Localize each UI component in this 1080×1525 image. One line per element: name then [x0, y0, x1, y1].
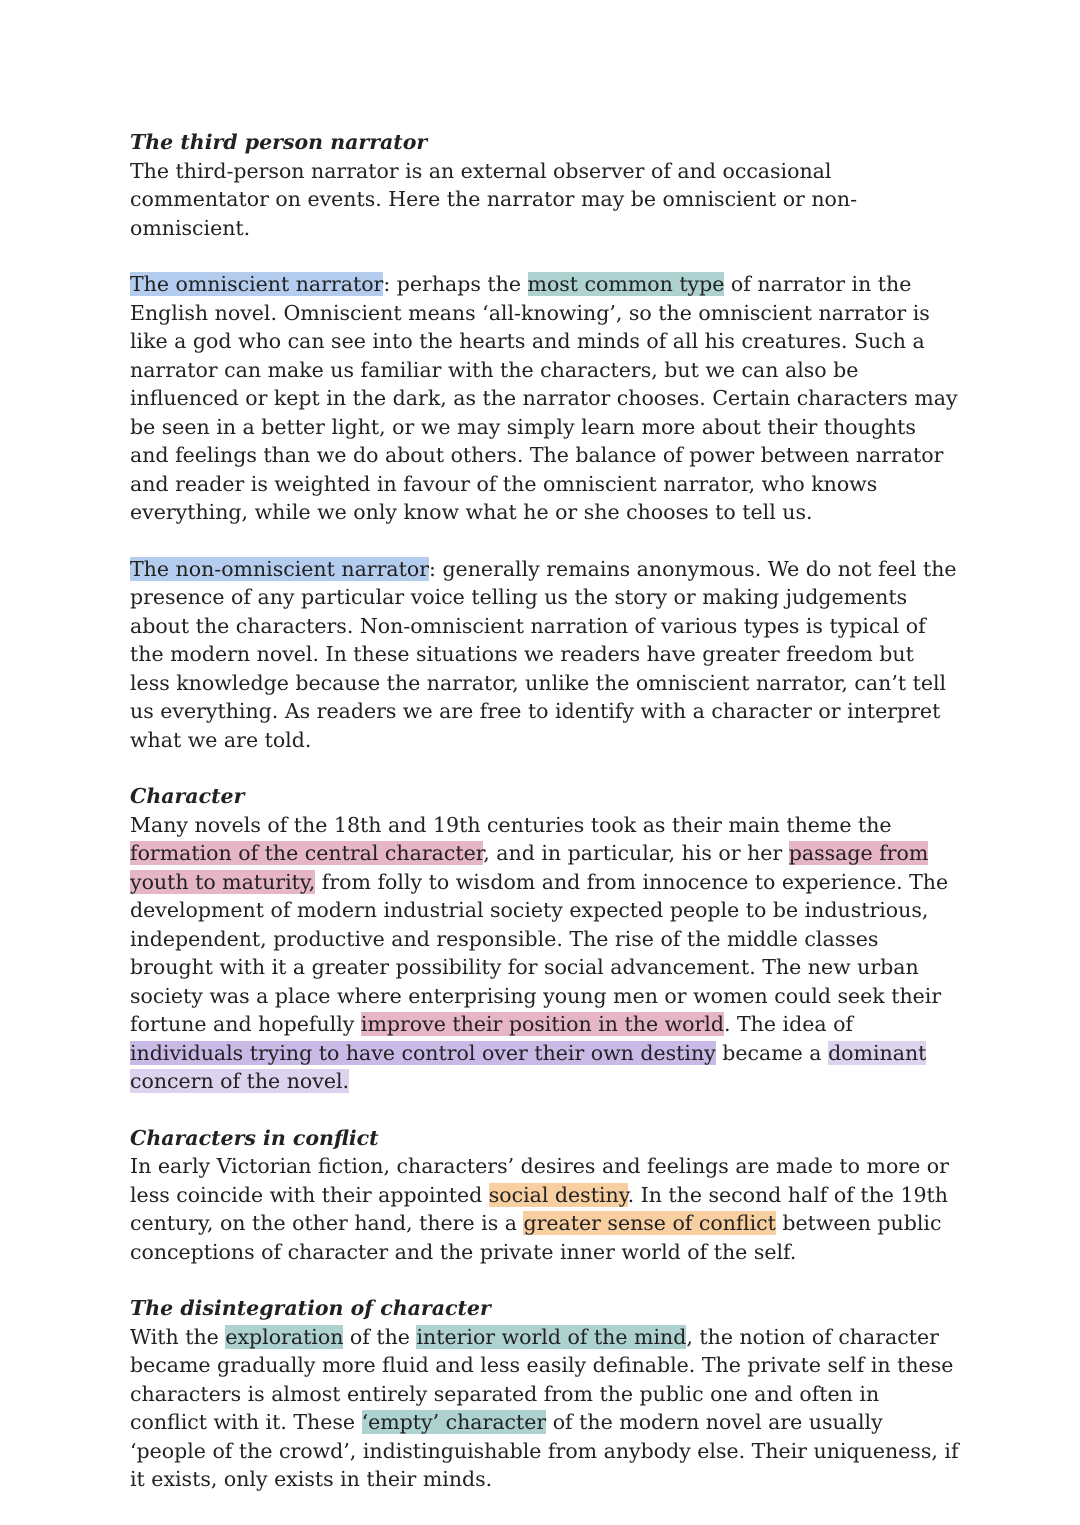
- paragraph-text: With the: [130, 1324, 226, 1349]
- paragraph-text: Many novels of the 18th and 19th centuries took as their main theme the: [130, 812, 892, 837]
- highlighted-text: most common type: [527, 272, 725, 296]
- highlighted-text: individuals trying to have control over their own destiny: [130, 1040, 716, 1065]
- highlighted-text: exploration: [225, 1324, 344, 1349]
- paragraph-text: . In the second half of the 19th century, on the other hand, there is a: [130, 1182, 948, 1235]
- highlighted-text: greater sense of conflict: [523, 1211, 776, 1235]
- section-heading: The disintegration of character: [130, 1296, 491, 1320]
- highlighted-text: improve their position in the world: [360, 1012, 724, 1036]
- section-paragraph: [130, 811, 960, 1096]
- document-page: [130, 128, 960, 1522]
- section-heading: Character: [130, 784, 245, 808]
- section-paragraph: [130, 1152, 960, 1266]
- section-heading: Characters in conflict: [130, 1125, 379, 1150]
- paragraph-text: : perhaps the: [383, 272, 528, 296]
- paragraph-text: of narrator in the English novel. Omniscient means ‘all-knowing’, so the omniscient narrator is like a god who can see into the hearts and minds of all his creatures. Such a narrator can make us familiar with the characters, but we can also be influenced or kept in the dark, as the narrator chooses. Certain characters may be seen in a better light, or we may simply learn more about their thoughts and feelings than we do about others. The balance of power between narrator and reader is weighted in favour of the omniscient narrator, who knows everything, while we only know what he or she chooses to tell us.: [130, 272, 958, 524]
- document-section: [130, 1124, 960, 1267]
- paragraph-text: : generally remains anonymous. We do not feel the presence of any particular voice telling us the story or making judgements about the characters. Non-omniscient narration of various types is typical of the modern novel. In these situations we readers have greater freedom but less knowledge because the narrator, unlike the omniscient narrator, can’t tell us everything. As readers we are free to identify with a character or interpret what we are told.: [130, 556, 957, 752]
- paragraph-text: In early Victorian fiction, characters’ desires and feelings are made to more or less coincide with their appointed: [130, 1154, 949, 1207]
- highlighted-text: ‘empty’ character: [361, 1410, 547, 1434]
- section-paragraph: [130, 157, 960, 243]
- paragraph-text: from folly to wisdom and from innocence to experience. The development of modern industrial society expected people to be industrious, independent, productive and responsible. The rise of the middle classes brought with it a greater possibility for social advancement. The new urban society was a place where enterprising young men or women could seek their fortune and hopefully: [130, 869, 949, 1036]
- section-paragraph: [130, 270, 960, 527]
- highlighted-text: passage from youth to maturity,: [130, 841, 929, 894]
- paragraph-text: became a: [715, 1040, 829, 1065]
- paragraph-text: The third-person narrator is an external observer of and occasional commentator on events. Here the narrator may be omniscient or non-omniscient.: [130, 158, 858, 240]
- highlighted-text: The non-omniscient narrator: [130, 556, 430, 581]
- highlighted-text: formation of the central character: [130, 841, 484, 865]
- highlighted-text: The omniscient narrator: [130, 272, 384, 296]
- paragraph-text: between public conceptions of character and the private inner world of the self.: [130, 1211, 942, 1264]
- highlighted-text: dominant concern of the novel.: [130, 1040, 927, 1093]
- paragraph-text: of the modern novel are usually ‘people of the crowd’, indistinguishable from anybody else. Their uniqueness, if it exists, only exists in their minds.: [130, 1410, 959, 1491]
- section-paragraph: [130, 1323, 960, 1494]
- document-section: [130, 555, 960, 755]
- section-paragraph: [130, 555, 960, 755]
- highlighted-text: interior world of the mind: [416, 1324, 687, 1349]
- document-section: [130, 270, 960, 527]
- highlighted-text: social destiny: [488, 1182, 628, 1207]
- document-section: [130, 1294, 960, 1494]
- document-section: [130, 128, 960, 242]
- paragraph-text: , and in particular, his or her: [483, 841, 789, 865]
- section-heading: The third person narrator: [130, 130, 428, 154]
- document-section: [130, 782, 960, 1096]
- paragraph-text: , the notion of character became gradually more fluid and less easily definable. The private self in these characters is almost entirely separated from the public one and often in conflict with it. These: [130, 1324, 954, 1434]
- paragraph-text: of the: [343, 1324, 417, 1349]
- paragraph-text: . The idea of: [723, 1012, 854, 1036]
